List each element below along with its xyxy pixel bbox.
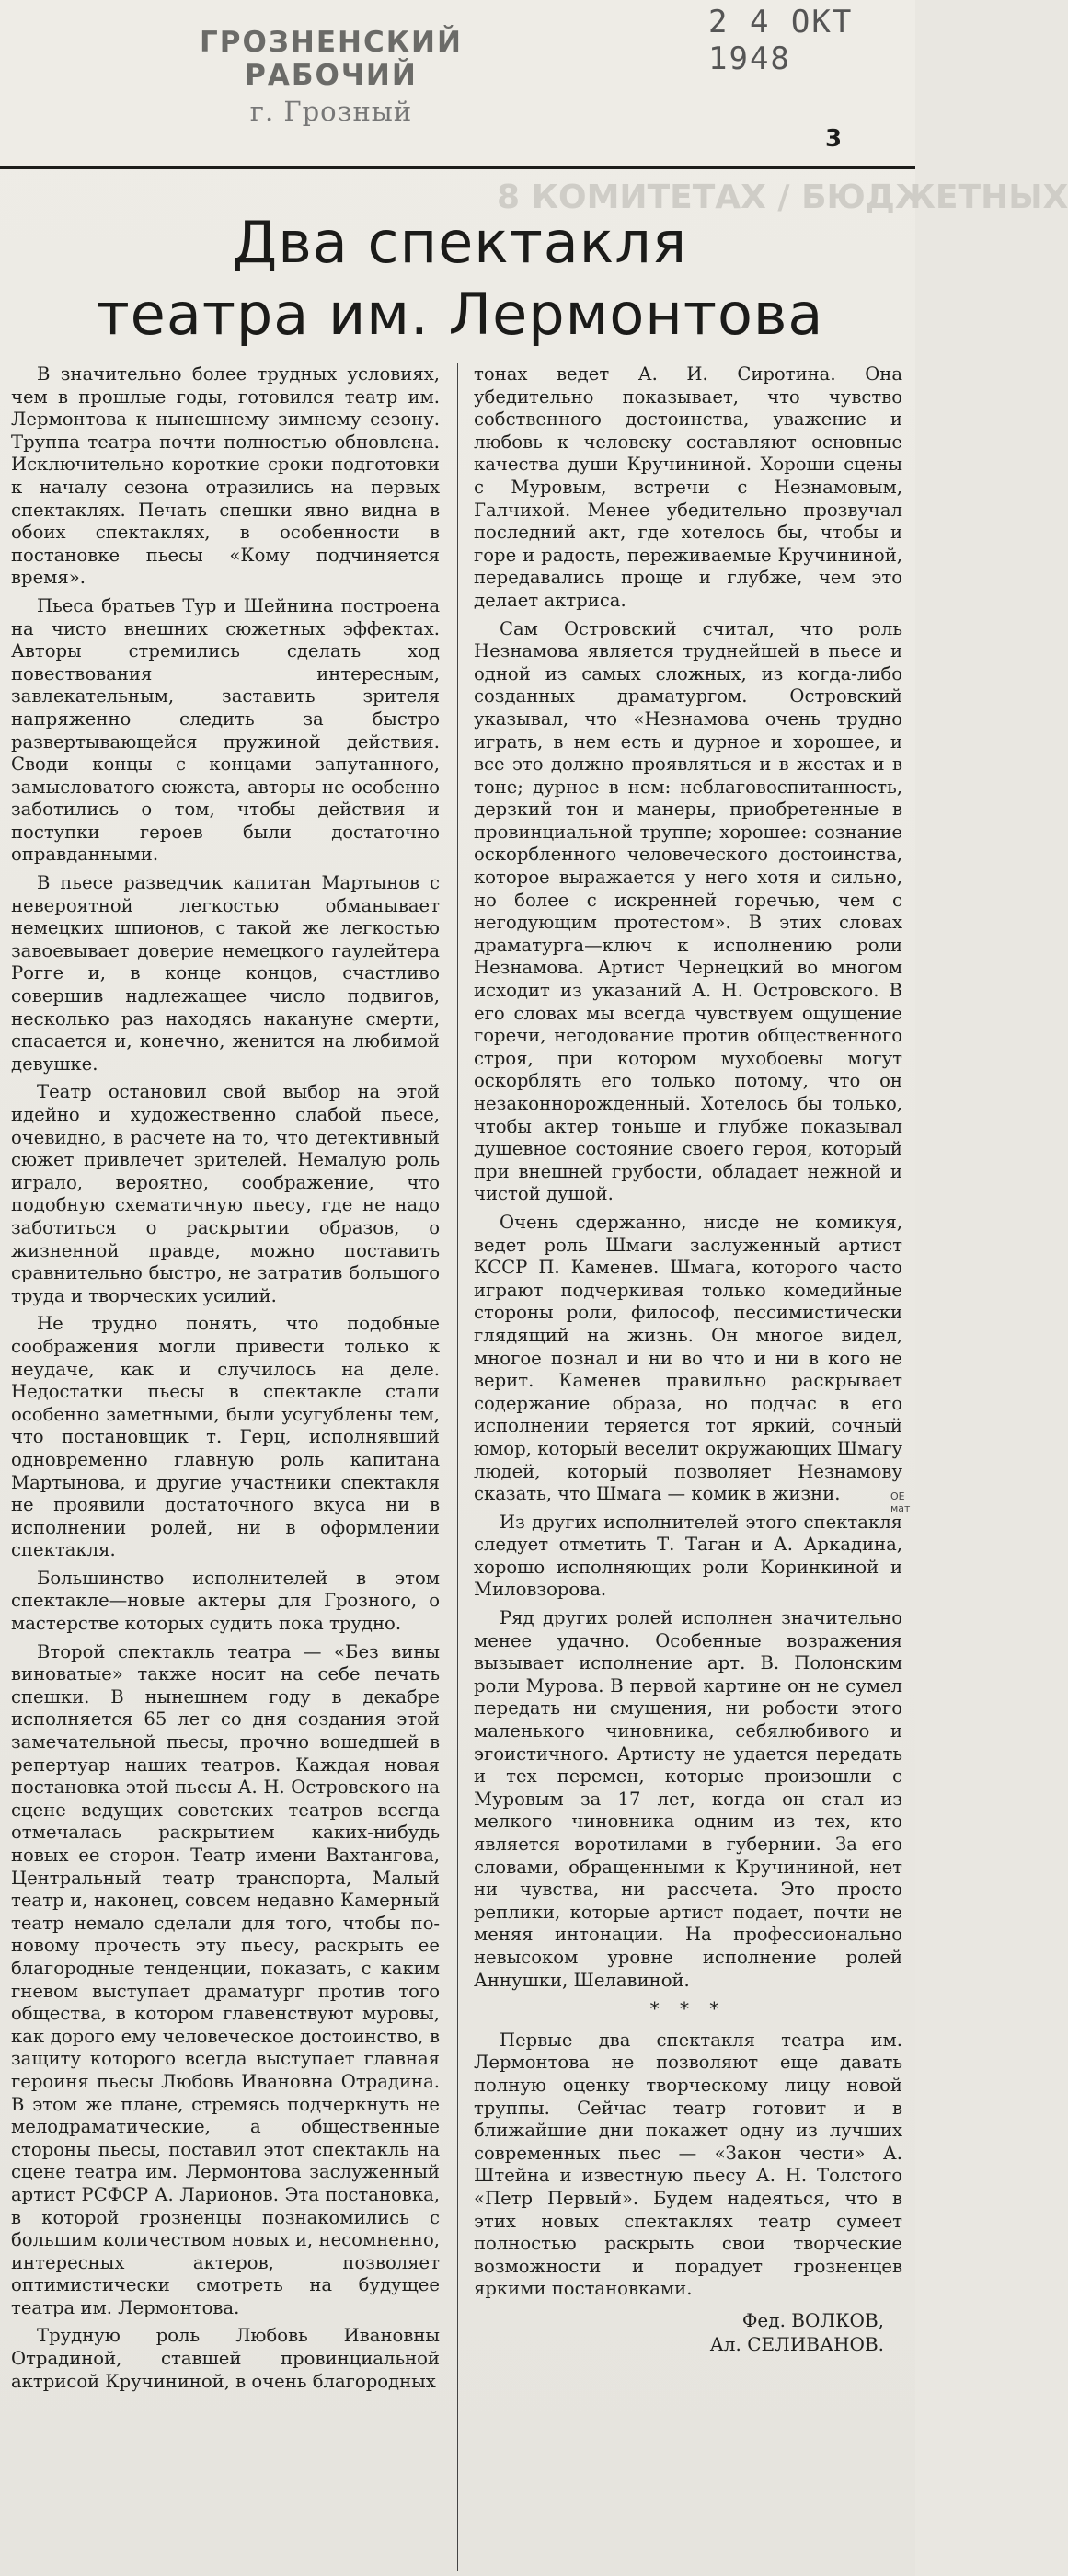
article-title (92, 207, 828, 351)
paragraph: Второй спектакль театра — «Без вины виноватые» также носит на себе печать спешки. В нынешнем году в декабре исполняется 65 лет со дня создания этой замечательной пьесы, прочно вошедшей в репертуар наших театров. Каждая новая постановка этой пьесы А. Н. Островского на сцене ведущих советских театров всегда отмечалась раскрытием каких-нибудь новых ее сторон. Театр имени Вахтангова, Центральный театр транспорта, Малый театр и, наконец, совсем недавно Камерный театр немало сделали для того, чтобы по-новому прочесть эту пьесу, раскрыть ее благородные тенденции, показать, с каким гневом выступает драматург против того общества, в котором главенствуют муровы, как дорого ему человеческое достоинство, в защиту которого всегда выступает главная героиня пьесы Любовь Ивановна Отрадина. В этом же плане, стремясь подчеркнуть не мелодраматические, а общественные стороны пьесы, поставил этот спектакль на сцене театра им. Лермонтова заслуженный артист РСФСР А. Ларионов. Эта постановка, в которой грозненцы познакомились с большим количеством новых и, несомненно, интересных актеров, позволяет оптимистически смотреть на будущее театра им. Лермонтова. (11, 1640, 440, 2318)
paragraph: Трудную роль Любовь Ивановны Отрадиной, ставшей провинциальной актрисой Кручининой, в очень благородных (11, 2325, 440, 2392)
paragraph: Первые два спектакля театра им. Лермонтова не позволяют еще давать полную оценку творческому лицу новой труппы. Сейчас театр готовит и в ближайшие дни покажет одну из лучших современных пьес — «Закон чести» А. Штейна и известную пьесу А. Н. Толстого «Петр Первый». Будем надеяться, что в этих новых спектаклях театр сумеет полностью раскрыть свои творческие возможности и порадует грозненцев яркими постановками. (474, 2029, 902, 2300)
edge-marks: ОЕ мат (890, 1490, 911, 1514)
top-rule (0, 166, 915, 169)
article-title-line-1: Два спектакля (232, 209, 688, 276)
paragraph: тонах ведет А. И. Сиротина. Она убедительно показывает, что чувство собственного достоинства, уважение и любовь к человеку составляют основные качества души Кручининой. Хороши сцены с Муровым, встречи с Незнамовым, Галчихой. Менее убедительно прозвучал последний акт, где хотелось бы, чтобы и горе и радость, переживаемые Кручининой, передавались проще и глубже, чем это делает актриса. (474, 363, 902, 611)
column-divider (457, 363, 458, 2571)
masthead (184, 26, 478, 127)
paragraph: Ряд других ролей исполнен значительно менее удачно. Особенные возражения вызывает исполнение арт. В. Полонским роли Мурова. В первой картине он не сумел передать ни смущения, ни робости этого маленького чиновника, себялюбивого и эгоистичного. Артисту не удается передать и тех перемен, которые произошли с Муровым за 17 лет, когда он стал из мелкого чиновника одним из тех, кто является воротилами в губернии. За его словами, обращенными к Кручининой, нет ни чувства, ни рассчета. Это просто реплики, которые артист подает, почти не меняя интонации. На профессионально невысоком уровне исполнение ролей Аннушки, Шелавиной. (474, 1607, 902, 1991)
article-column-right (474, 363, 902, 2356)
newspaper-city: г. Грозный (249, 96, 413, 127)
author-2: Ал. СЕЛИВАНОВ. (709, 2332, 884, 2355)
bleed-through-headline: 8 КОМИТЕТАХ / БЮДЖЕТНЫХ (497, 178, 1068, 216)
paragraph: Из других исполнителей этого спектакля следует отметить Т. Таган и А. Аркадина, хорошо исполняющих роли Коринкиной и Миловзорова. (474, 1511, 902, 1601)
paragraph: В пьесе разведчик капитан Мартынов с невероятной легкостью обманывает немецких шпионов, с такой же легкостью завоевывает доверие немецкого гаулейтера Рогге и, в конце концов, счастливо совершив надлежащее число подвигов, несколько раз находясь накануне смерти, спасается и, конечно, женится на любимой девушке. (11, 872, 440, 1075)
article-column-left (11, 363, 440, 2398)
paragraph: Не трудно понять, что подобные соображения могли привести только к неудаче, как и случилось на деле. Недостатки пьесы в спектакле стали особенно заметными, были усугублены тем, что постановщик т. Герц, исполнявший одновременно главную роль капитана Мартынова, и другие участники спектакля не проявили достаточного вкуса ни в исполнении ролей, ни в оформлении спектакля. (11, 1313, 440, 1561)
newspaper-name: ГРОЗНЕНСКИЙ РАБОЧИЙ (200, 26, 463, 92)
page-number: 3 (825, 125, 843, 153)
paragraph: Очень сдержанно, нисде не комикуя, ведет роль Шмаги заслуженный артист КССР П. Каменев. Шмага, которого часто играют подчеркивая только комедийные стороны роли, философ, пессимистически глядящий на жизнь. Он многое видел, многое познал и ни во что и ни в кого не верит. Каменев правильно раскрывает содержание образа, но подчас в его исполнении теряется тот яркий, сочный юмор, который веселит окружающих Шмагу людей, который позволяет Незнамову сказать, что Шмага — комик в жизни. (474, 1211, 902, 1505)
author-1: Фед. ВОЛКОВ, (741, 2308, 884, 2331)
section-separator: * * * (649, 1997, 727, 2020)
paragraph: Большинство исполнителей в этом спектакле—новые актеры для Грозного, о мастерстве которых судить пока трудно. (11, 1567, 440, 1635)
date-stamp: 2 4 ОКТ 1948 (708, 4, 854, 77)
signature-block (474, 2308, 902, 2356)
paragraph: Театр остановил свой выбор на этой идейно и художественно слабой пьесе, очевидно, в расчете на то, что детективный сюжет привлечет зрителей. Немалую роль играло, вероятно, соображение, что подобную схематичную пьесу, где не надо заботиться о раскрытии образов, о жизненной правде, можно поставить сравнительно быстро, не затратив большого труда и творческих усилий. (11, 1081, 440, 1306)
paragraph: Пьеса братьев Тур и Шейнина построена на чисто внешних сюжетных эффектах. Авторы стремились сделать ход повествования интересным, завлекательным, заставить зрителя напряженно следить за быстро развертывающейся пружиной действия. Своди концы с концами запутанного, замысловатого сюжета, авторы не особенно заботились о том, чтобы действия и поступки героев были достаточно оправданными. (11, 594, 440, 866)
article-title-line-2: театра им. Лермонтова (96, 281, 824, 348)
paragraph: Сам Островский считал, что роль Незнамова является труднейшей в пьесе и одной из самых сложных, из когда-либо созданных драматургом. Островский указывал, что «Незнамова очень трудно играть, в нем есть и дурное и хорошее, и все это должно проявляться и в жестах и в тоне; дурное в нем: неблаговоспитанность, дерзкий тон и манеры, приобретенные в провинциальной труппе; хорошее: сознание оскорбленного человеческого достоинства, которое выражается у него хотя и сильно, но более с искренней горечью, чем с негодующим протестом». В этих словах драматурга—ключ к исполнению роли Незнамова. Артист Чернецкий во многом исходит из указаний А. Н. Островского. В его словах мы всегда чувствуем ощущение горечи, негодование против общественного строя, при котором мухобоевы могут оскорблять его только потому, что он незаконнорожденный. Хотелось бы только, чтобы актер тоньше и глубже показывал душевное состояние своего героя, который при внешней грубости, обладает нежной и чистой душой. (474, 617, 902, 1205)
paragraph: В значительно более трудных условиях, чем в прошлые годы, готовился театр им. Лермонтова к нынешнему зимнему сезону. Труппа театра почти полностью обновлена. Исключительно короткие сроки подготовки к началу сезона отразились на первых спектаклях. Печать спешки явно видна в обоих спектаклях, в особенности в постановке пьесы «Кому подчиняется время». (11, 363, 440, 589)
